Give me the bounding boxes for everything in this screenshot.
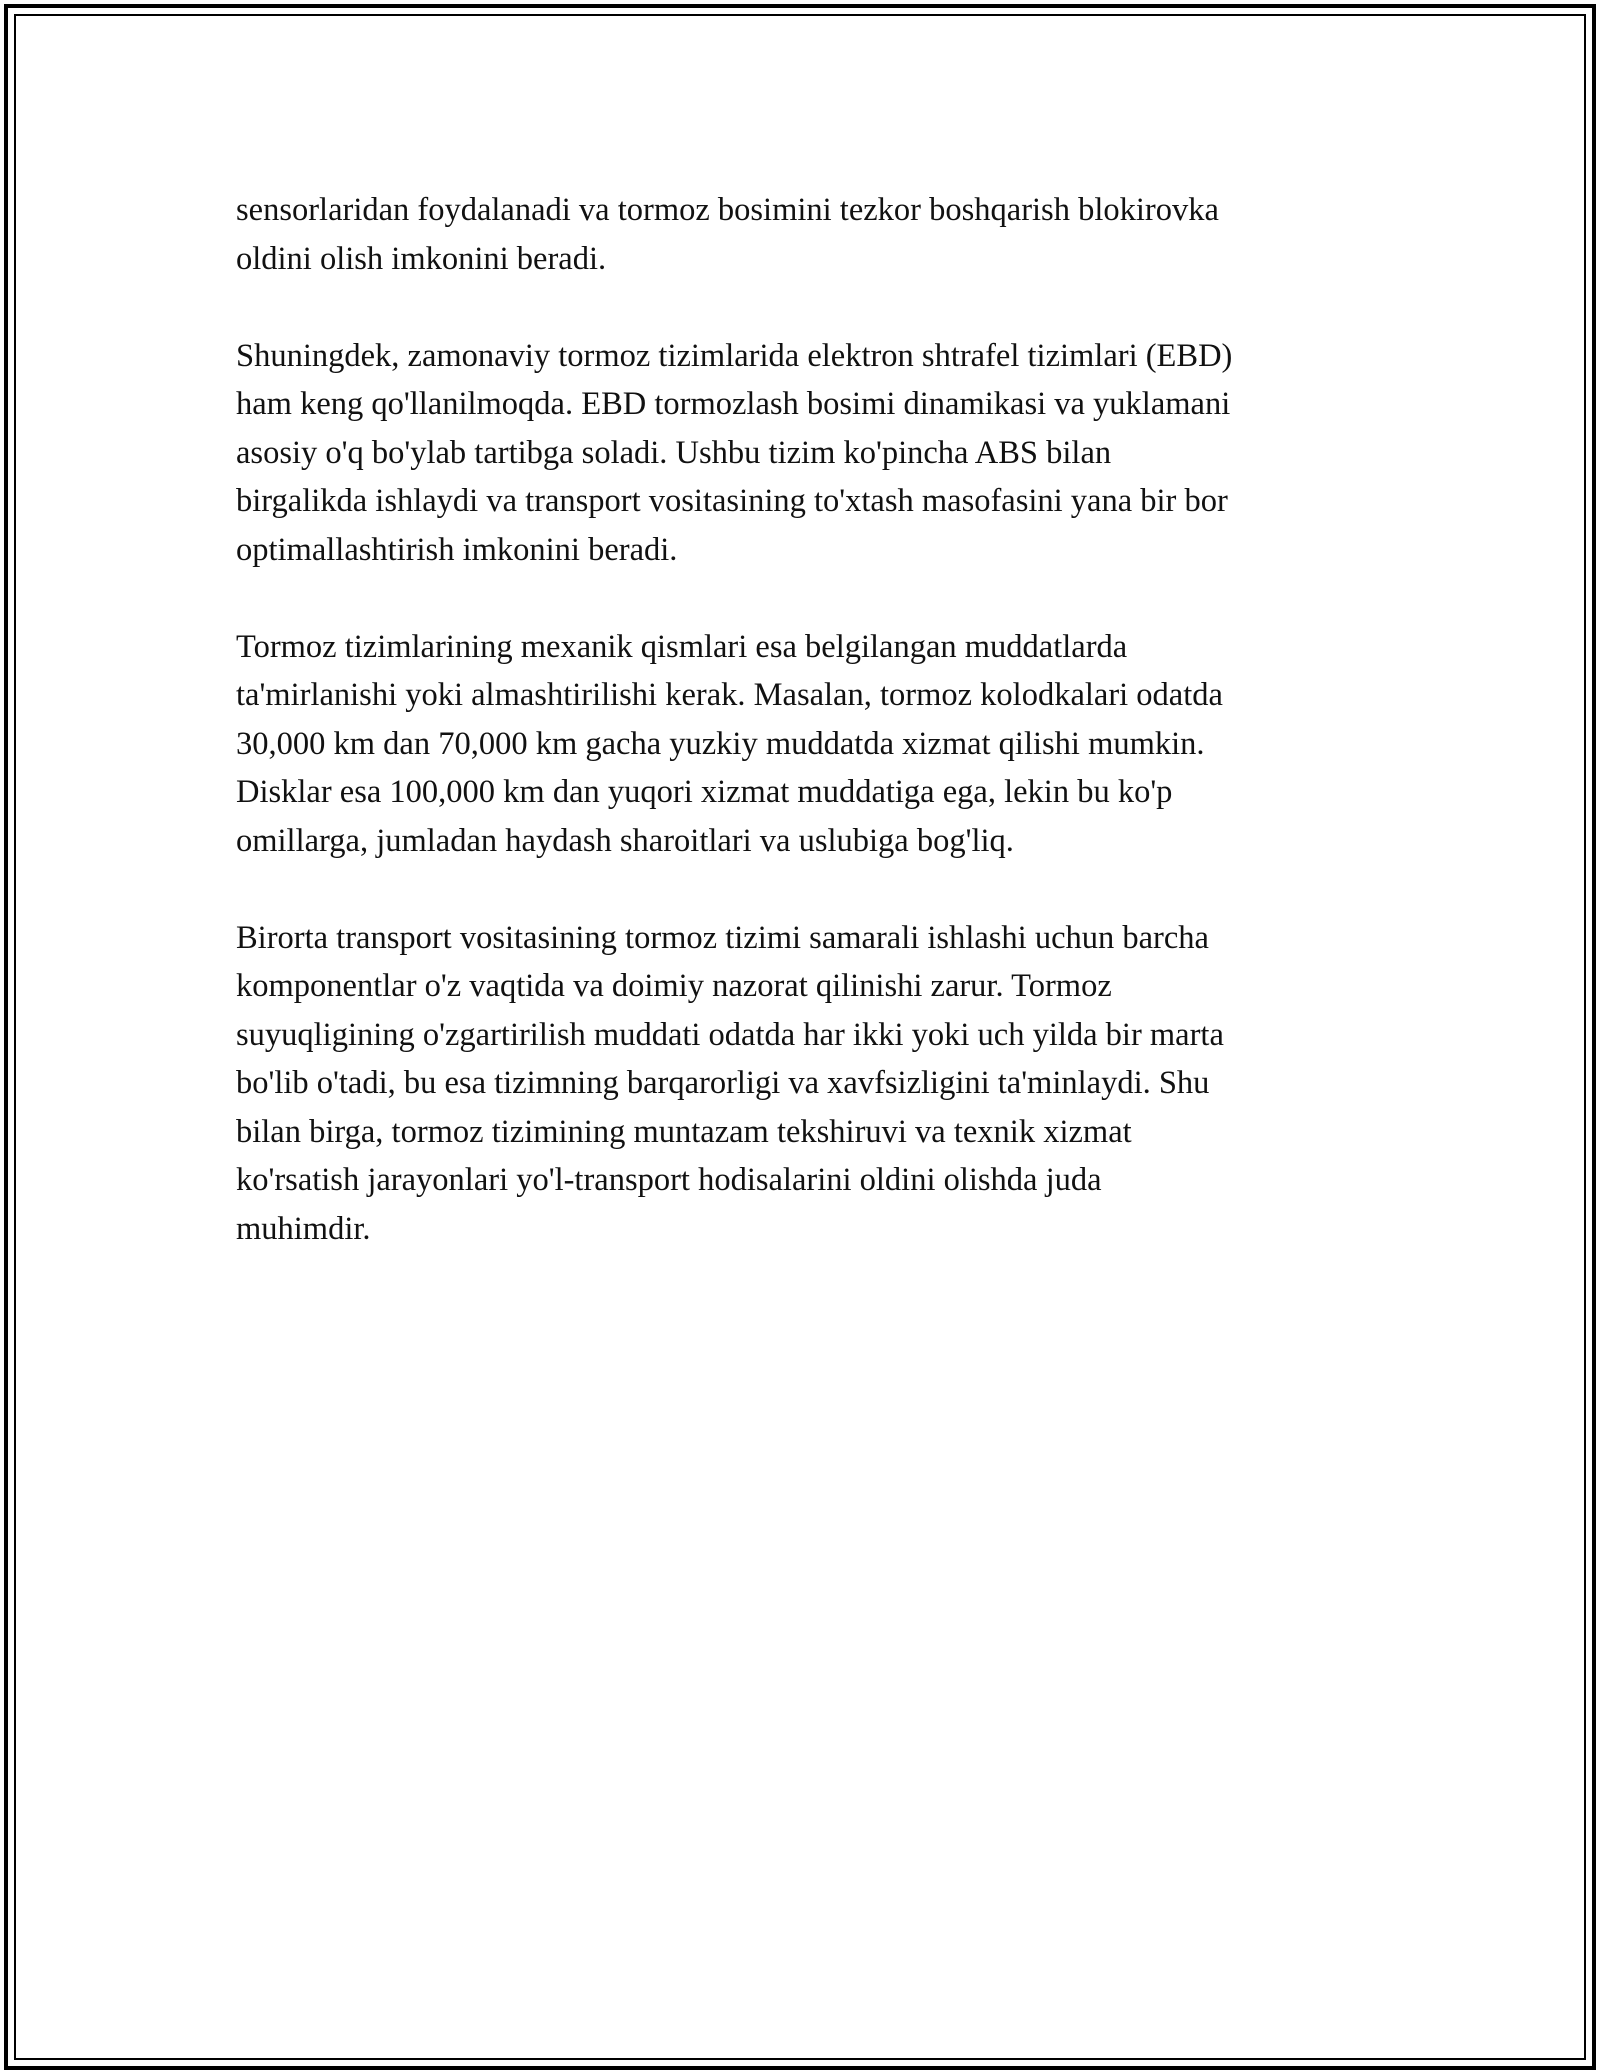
text-line: bilan birga, tormoz tizimining muntazam tekshiruvi va texnik xizmat	[236, 1113, 1132, 1150]
text-line: Tormoz tizimlarining mexanik qismlari esa belgilangan muddatlarda	[236, 628, 1128, 665]
text-line: suyuqligining o'zgartirilish muddati odatda har ikki yoki uch yilda bir marta	[236, 1016, 1224, 1053]
text-line: ham keng qo'llanilmoqda. EBD tormozlash bosimi dinamikasi va yuklamani	[236, 386, 1231, 422]
text-line: ko'rsatish jarayonlari yo'l-transport hodisalarini oldini olishda juda	[236, 1162, 1102, 1198]
text-line: komponentlar o'z vaqtida va doimiy nazorat qilinishi zarur. Tormoz	[236, 968, 1112, 1004]
paragraph-1	[236, 186, 1386, 283]
text-line: ta'mirlanishi yoki almashtirilishi kerak. Masalan, tormoz kolodkalari odatda	[236, 677, 1223, 713]
text-line: muhimdir.	[236, 1210, 371, 1247]
text-line: bo'lib o'tadi, bu esa tizimning barqarorligi va xavfsizligini ta'minlaydi. Shu	[236, 1065, 1210, 1101]
text-line: omillarga, jumladan haydash sharoitlari va uslubiga bog'liq.	[236, 822, 1014, 859]
text-line: sensorlaridan foydalanadi va tormoz bosimini tezkor boshqarish blokirovka	[236, 192, 1219, 228]
text-line: optimallashtirish imkonini beradi.	[236, 531, 678, 568]
text-line: birgalikda ishlaydi va transport vositasining to'xtash masofasini yana bir bor	[236, 483, 1228, 519]
paragraph-4	[236, 914, 1386, 1254]
text-line: oldini olish imkonini beradi.	[236, 240, 607, 277]
paragraph-3	[236, 623, 1386, 866]
text-line: Shuningdek, zamonaviy tormoz tizimlarida elektron shtrafel tizimlari (EBD)	[236, 337, 1233, 374]
document-body	[236, 186, 1386, 1302]
text-line: asosiy o'q bo'ylab tartibga soladi. Ushbu tizim ko'pincha ABS bilan	[236, 434, 1112, 471]
text-line: Disklar esa 100,000 km dan yuqori xizmat muddatiga ega, lekin bu ko'p	[236, 774, 1173, 810]
text-line: 30,000 km dan 70,000 km gacha yuzkiy muddatda xizmat qilishi mumkin.	[236, 725, 1205, 762]
text-line: Birorta transport vositasining tormoz tizimi samarali ishlashi uchun barcha	[236, 919, 1209, 956]
paragraph-2	[236, 332, 1386, 575]
